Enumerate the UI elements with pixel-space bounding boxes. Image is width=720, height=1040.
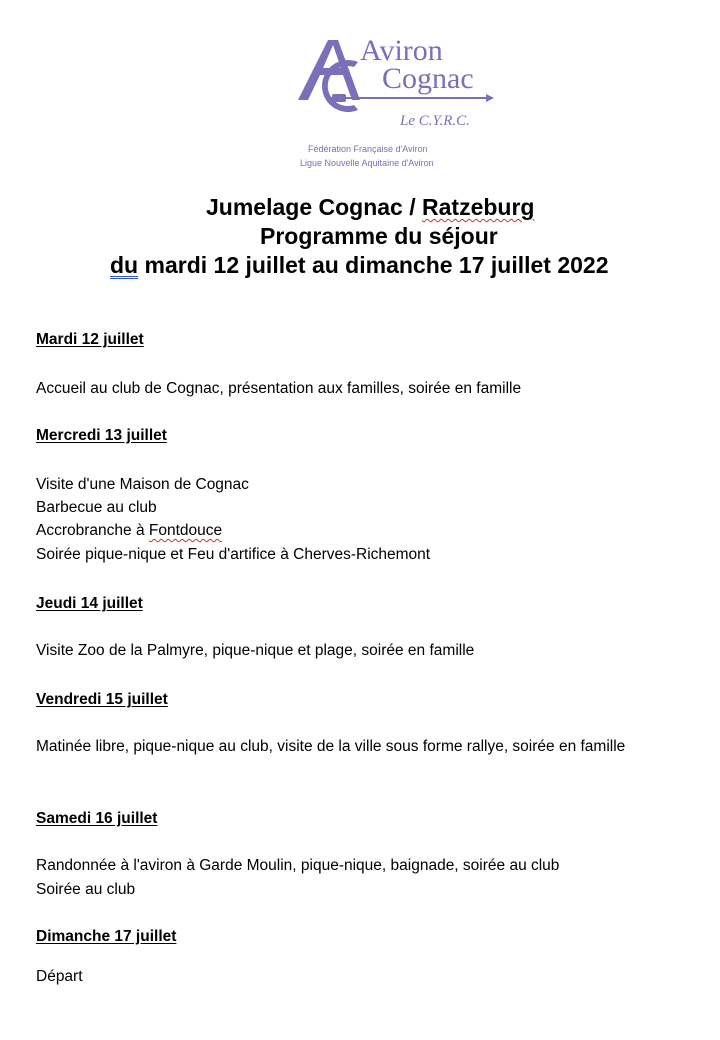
logo-line-1: Aviron <box>360 34 443 67</box>
jeudi-item-1: Visite Zoo de la Palmyre, pique-nique et plage, soirée en famille <box>36 642 475 659</box>
aviron-cognac-logo-graphic <box>290 30 500 180</box>
day-heading-dimanche: Dimanche 17 juillet <box>36 928 177 945</box>
dimanche-item-1: Départ <box>36 968 83 985</box>
mercredi-item-2: Barbecue au club <box>36 499 157 516</box>
samedi-item-2: Soirée au club <box>36 881 136 898</box>
mardi-item-1: Accueil au club de Cognac, présentation aux familles, soirée en famille <box>36 380 522 397</box>
mercredi-item-3 <box>36 522 222 540</box>
title-du: du <box>110 252 139 278</box>
mercredi-item-3-fontdouce: Fontdouce <box>148 522 223 539</box>
title-line-1-text: Jumelage Cognac / <box>206 194 423 220</box>
day-heading-samedi: Samedi 16 juillet <box>36 810 158 827</box>
logo-line-2: Cognac <box>382 62 474 95</box>
mercredi-item-1: Visite d'une Maison de Cognac <box>36 476 249 493</box>
club-logo <box>290 30 500 180</box>
title-dates: mardi 12 juillet au dimanche 17 juillet 2022 <box>138 252 609 278</box>
title-line-2: Programme du séjour <box>260 223 498 249</box>
day-heading-mardi: Mardi 12 juillet <box>36 331 144 348</box>
logo-federation-1: Fédération Française d'Aviron <box>308 144 428 154</box>
vendredi-item-1: Matinée libre, pique-nique au club, visite de la ville sous forme rallye, soirée en famille <box>36 738 626 755</box>
samedi-item-1: Randonnée à l'aviron à Garde Moulin, pique-nique, baignade, soirée au club <box>36 857 560 874</box>
day-heading-jeudi: Jeudi 14 juillet <box>36 595 143 612</box>
mercredi-item-3-text: Accrobranche à <box>36 522 149 539</box>
logo-line-3: Le C.Y.R.C. <box>400 113 470 129</box>
day-heading-mercredi: Mercredi 13 juillet <box>36 427 167 444</box>
title-ratzeburg: Ratzeburg <box>422 194 535 220</box>
mercredi-item-4: Soirée pique-nique et Feu d'artifice à Cherves-Richemont <box>36 546 431 563</box>
title-line-3 <box>110 251 609 280</box>
title-line-1 <box>206 193 534 222</box>
logo-federation-2: Ligue Nouvelle Aquitaine d'Aviron <box>300 158 434 168</box>
day-heading-vendredi: Vendredi 15 juillet <box>36 691 168 708</box>
